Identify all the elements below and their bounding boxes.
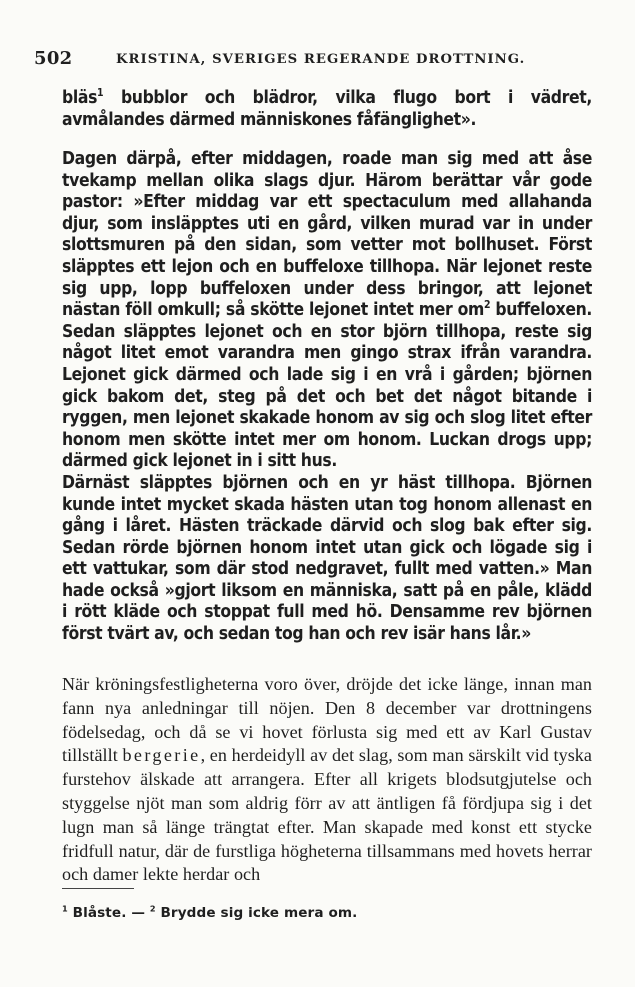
running-header [34,48,594,72]
paragraph-3: Därnäst släpptes björnen och en yr häst tillhopa. Björnen kunde intet mycket skada hästen utan tog honom allenast en gång i låret. Hästen träckade därvid och slog bak efter sig. Sedan rörde björnen honom intet utan gick och lögade sig i ett vattukar, som där stod nedgravet, fullt med vatten.» Man hade också »gjort liksom en människa, satt på en påle, klädd i rött kläde och stoppat full med hö. Densamme rev björnen först tvärt av, och sedan tog han och rev isär hans lår.» [62,472,592,645]
running-title: KRISTINA, SVERIGES REGERANDE DROTTNING. [116,52,526,67]
footnote-ref-2: 2 [483,299,491,312]
footnote-mark-1: 1 [62,903,68,914]
paragraph-2: Dagen därpå, efter middagen, roade man sig med att åse tvekamp mellan olika slags djur. Härom berättar vår gode pastor: »Efter middag var ett spectaculum med allahanda djur, som insläpptes uti en gård, vilken murad var in under slottsmuren på den sidan, som vetter mot bollhuset. Först släpptes ett lejon och en buffeloxe tillhopa. När lejonet reste sig upp, lopp buffeloxen under dess bringor, att lejonet nästan föll omkull; så skötte lejonet intet mer $om^2$ buffeloxen. Sedan släpptes lejonet och en stor björn tillhopa, reste sig något litet emot varandra men gingo strax ifrån varandra. Lejonet gick därmed och lade sig i en vrå i gården; björnen gick bakom det, steg på det och bet det något bitande i ryggen, men lejonet skakade honom av sig och slog litet efter honom men skötte intet mer om honom. Luckan drogs upp; därmed gick lejonet in i sitt hus. [62,149,592,472]
footnote-divider [62,888,134,889]
paragraph-4: När kröningsfestligheterna voro över, dröjde det icke länge, innan man fann nya anledningar till nöjen. Den 8 december var drottningens födelsedag, och då se vi hovet förlusta sig med ett av Karl Gustav tillställt bergerie, en herdeidyll av det slag, som man särskilt vid tyska furstehov älskade att arrangera. Efter all krigets blodsutgjutelse och styggelse njöt man som aldrig förr av att äntligen få fördjupa sig i det lugn man så länge trängtat efter. Man skapade med konst ett stycke fridfull natur, där de furstliga högheterna tillsammans med hovets herrar och damer lekte herdar och [62,674,592,885]
footnote-ref-1: 1 [97,87,104,100]
footnote-1: Blåste. — [67,905,150,921]
footnote-2: Brydde sig icke mera om. [155,905,358,921]
page-number: 502 [34,48,73,69]
main-text-section [62,673,592,887]
footnotes [62,905,357,921]
quoted-section [62,149,592,646]
paragraph-continuation [62,88,592,131]
paragraph-1: bläs$^1$ bubblor och blädror, vilka flugo bort i vädret, avmålandes därmed människones fåfänglighet». [62,87,592,130]
footnote-mark-2: 2 [149,903,156,914]
spaced-word: bergerie [122,745,201,766]
